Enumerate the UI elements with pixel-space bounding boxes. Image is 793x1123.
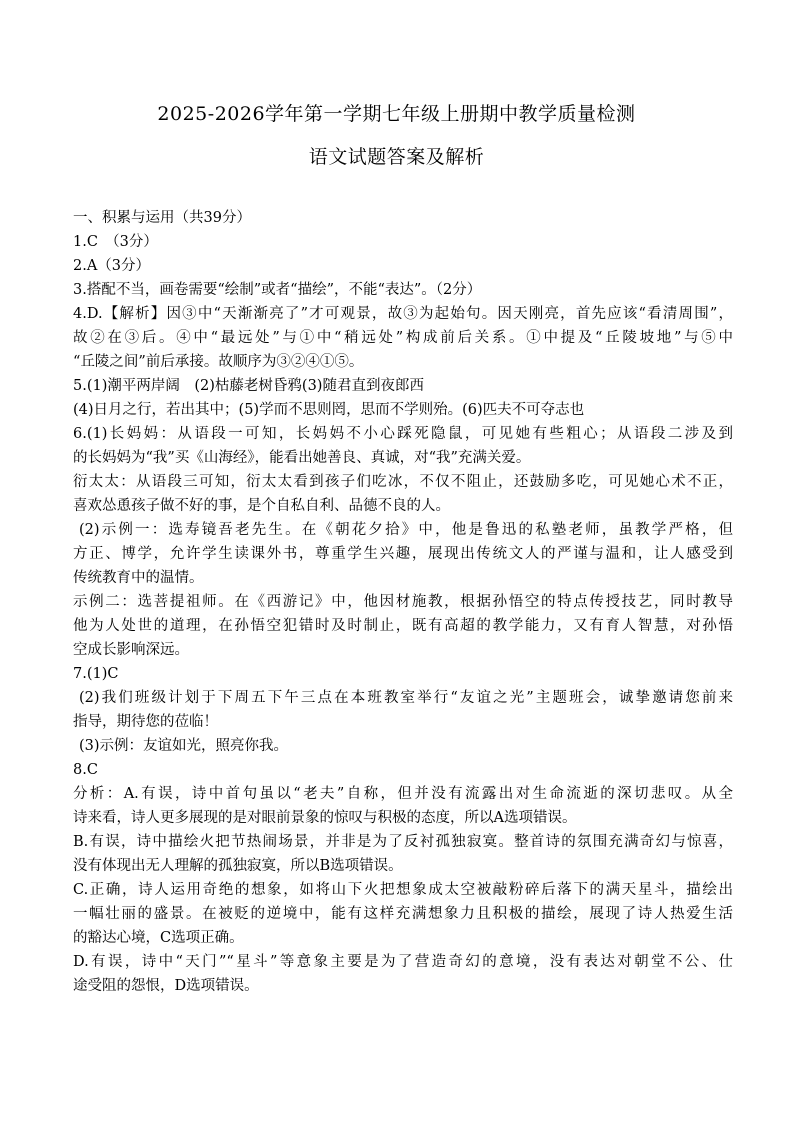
answer-line: 示例二：选菩提祖师。在《西游记》中，他因材施教，根据孙悟空的特点传授技艺，同时教导 <box>73 594 733 610</box>
answer-line: B.有误，诗中描绘火把节热闹场景，并非是为了反衬孤独寂寞。整首诗的氛围充满奇幻与惊喜， <box>73 834 733 850</box>
answer-line: (2)示例一：选寿镜吾老先生。在《朝花夕拾》中，他是鲁迅的私塾老师，虽教学严格，但 <box>79 522 733 538</box>
answer-line: 的豁达心境，C选项正确。 <box>73 930 244 946</box>
answer-line: 故②在③后。④中“最远处”与①中“稍远处”构成前后关系。①中提及“丘陵坡地”与⑤中 <box>73 330 733 346</box>
answer-line: 衍太太：从语段三可知，衍太太看到孩子们吃冰，不仅不阻止，还鼓励多吃，可见她心术不正， <box>73 474 733 490</box>
section-heading: 一、积累与运用（共39分） <box>73 210 251 226</box>
answer-line: (4)日月之行，若出其中；(5)学而不思则罔，思而不学则殆。(6)匹夫不可夺志也 <box>73 402 585 418</box>
answer-line: 方正、博学，允许学生读课外书，尊重学生兴趣，展现出传统文人的严谨与温和，让人感受到 <box>73 546 733 562</box>
answer-line: 5.(1)潮平两岸阔 (2)枯藤老树昏鸦(3)随君直到夜郎西 <box>73 378 424 394</box>
document-subtitle: 语文试题答案及解析 <box>308 146 485 168</box>
answer-line: 2.A（3分） <box>73 258 151 274</box>
answer-line: (2)我们班级计划于下周五下午三点在本班教室举行“友谊之光”主题班会，诚挚邀请您前来 <box>79 690 733 706</box>
answer-line: 分析：A.有误，诗中首句虽以“老夫”自称，但并没有流露出对生命流逝的深切悲叹。从全 <box>73 786 733 802</box>
answer-line: 1.C （3分） <box>73 234 158 250</box>
answer-line: 传统教育中的温情。 <box>73 570 204 586</box>
answer-line: 4.D.【解析】因③中“天渐渐亮了”才可观景，故③为起始句。因天刚亮，首先应该“看清周围”， <box>73 306 733 322</box>
answer-line: 6.(1)长妈妈：从语段一可知，长妈妈不小心踩死隐鼠，可见她有些粗心；从语段二涉及到 <box>73 426 733 442</box>
answer-line: 途受阻的怨恨，D选项错误。 <box>73 978 259 994</box>
answer-line: C.正确，诗人运用奇绝的想象，如将山下火把想象成太空被敲粉碎后落下的满天星斗，描绘出 <box>73 882 733 898</box>
answer-line: 喜欢怂恿孩子做不好的事，是个自私自利、品德不良的人。 <box>73 498 450 514</box>
answer-line: “丘陵之间”前后承接。故顺序为③②④①⑤。 <box>73 354 364 370</box>
answer-line: 没有体现出无人理解的孤独寂寞，所以B选项错误。 <box>73 858 403 874</box>
answer-line: 7.(1)C <box>73 666 119 682</box>
answer-content <box>73 206 733 998</box>
answer-line: D.有误，诗中“天门”“星斗”等意象主要是为了营造奇幻的意境，没有表达对朝堂不公、仕 <box>73 954 733 970</box>
answer-line: 他为人处世的道理，在孙悟空犯错时及时制止，既有高超的教学能力，又有育人智慧，对孙悟 <box>73 618 733 634</box>
document-title: 2025-2026学年第一学期七年级上册期中教学质量检测 <box>157 103 636 125</box>
answer-line: (3)示例：友谊如光，照亮你我。 <box>79 738 289 754</box>
answer-line: 空成长影响深远。 <box>73 642 189 658</box>
answer-line: 诗来看，诗人更多展现的是对眼前景象的惊叹与积极的态度，所以A选项错误。 <box>73 810 577 826</box>
answer-line: 3.搭配不当，画卷需要“绘制”或者“描绘”，不能“表达”。（2分） <box>73 282 482 298</box>
answer-line: 指导，期待您的莅临！ <box>73 714 218 730</box>
answer-line: 的长妈妈为“我”买《山海经》，能看出她善良、真诚，对“我”充满关爱。 <box>73 450 531 466</box>
answer-line: 8.C <box>73 762 98 778</box>
answer-line: 一幅壮丽的盛景。在被贬的逆境中，能有这样充满想象力且积极的描绘，展现了诗人热爱生活 <box>73 906 733 922</box>
